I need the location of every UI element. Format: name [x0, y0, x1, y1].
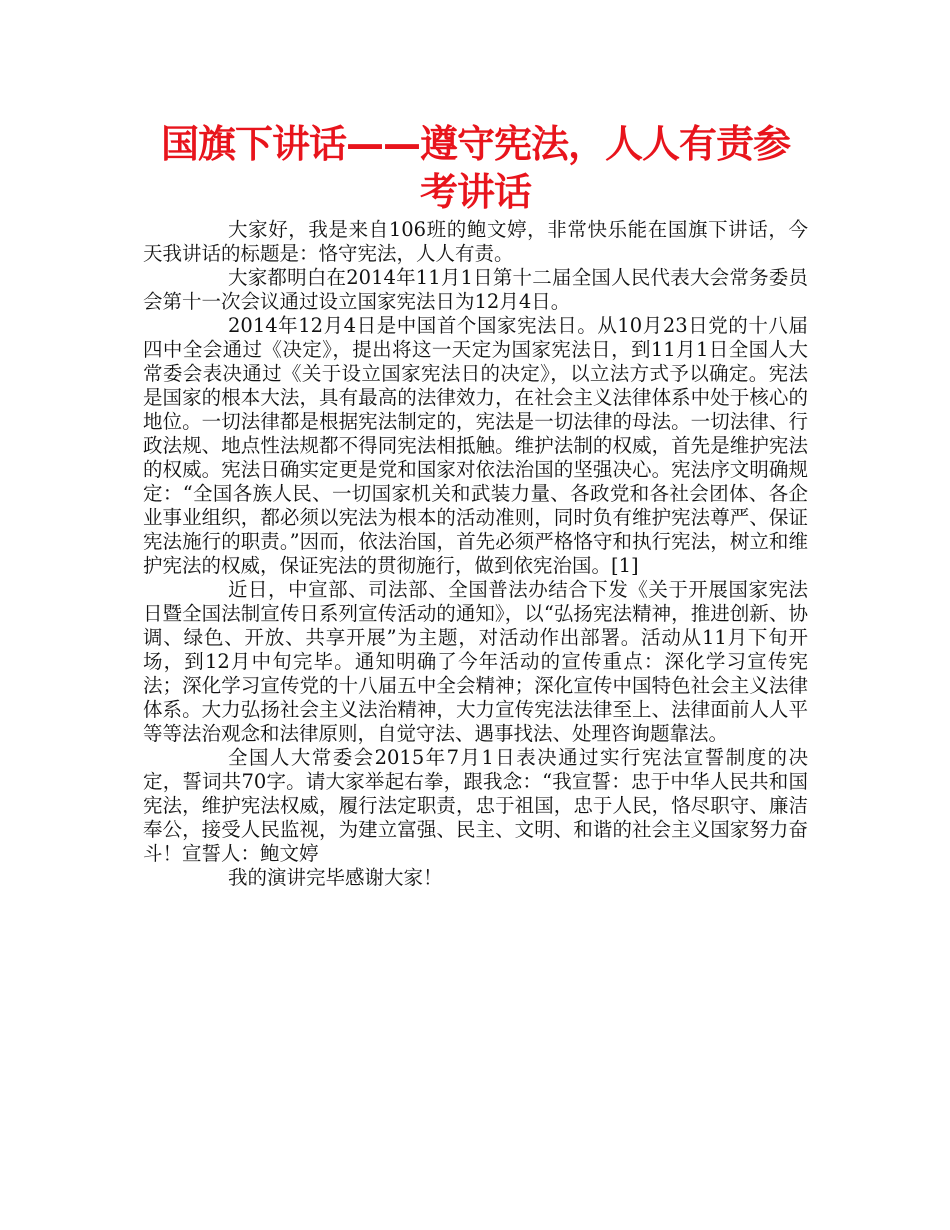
- paragraph-oath: 全国人大常委会2015年7月1日表决通过实行宪法宣誓制度的决定，誓词共70字。请大家举起右拳，跟我念：“我宣誓：忠于中华人民共和国宪法，维护宪法权威，履行法定职责，忠于祖国，忠于人民，恪尽职守、廉洁奉公，接受人民监视，为建立富强、民主、文明、和谐的社会主义国家努力奋斗！宣誓人：鲍文婷: [143, 746, 808, 865]
- document-title: 国旗下讲话——遵守宪法，人人有责参考讲话: [160, 122, 790, 214]
- paragraph-constitution-day-established: 大家都明白在2014年11月1日第十二届全国人民代表大会常务委员会第十一次会议通过设立国家宪法日为12月4日。: [143, 266, 808, 313]
- paragraph-closing: 我的演讲完毕感谢大家！: [228, 866, 443, 889]
- paragraph-constitution-importance: 2014年12月4日是中国首个国家宪法日。从10月23日党的十八届四中全会通过《决定》，提出将这一天定为国家宪法日，到11月1日全国人大常委会表决通过《关于设立国家宪法日的决定》，以立法方式予以确定。宪法是国家的根本大法，具有最高的法律效力，在社会主义法律体系中处于核心的地位。一切法律都是根据宪法制定的，宪法是一切法律的母法。一切法律、行政法规、地点性法规都不得同宪法相抵触。维护法制的权威，首先是维护宪法的权威。宪法日确实定更是党和国家对依法治国的坚强决心。宪法序文明确规定：“全国各族人民、一切国家机关和武装力量、各政党和各社会团体、各企业事业组织，都必须以宪法为根本的活动准则，同时负有维护宪法尊严、保证宪法施行的职责。”因而，依法治国，首先必须严格恪守和执行宪法，树立和维护宪法的权威，保证宪法的贯彻施行，做到依宪治国。[1]: [143, 314, 808, 577]
- document-body: [143, 218, 808, 890]
- paragraph-greeting: 大家好，我是来自106班的鲍文婷，非常快乐能在国旗下讲话，今天我讲话的标题是：恪守宪法，人人有责。: [143, 218, 808, 265]
- document-page: [143, 120, 808, 890]
- paragraph-campaign-notice: 近日，中宣部、司法部、全国普法办结合下发《关于开展国家宪法日暨全国法制宣传日系列宣传活动的通知》，以“弘扬宪法精神，推进创新、协调、绿色、开放、共享开展”为主题，对活动作出部署。活动从11月下旬开场，到12月中旬完毕。通知明确了今年活动的宣传重点：深化学习宣传宪法；深化学习宣传党的十八届五中全会精神；深化宣传中国特色社会主义法律体系。大力弘扬社会主义法治精神，大力宣传宪法法律至上、法律面前人人平等等法治观念和法律原则，自觉守法、遇事找法、处理咨询题靠法。: [143, 578, 808, 745]
